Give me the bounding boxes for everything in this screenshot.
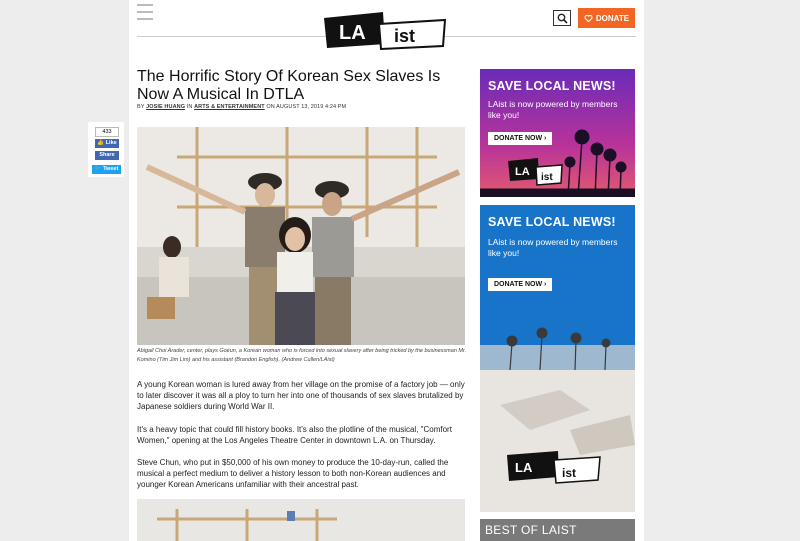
laist-logo[interactable] xyxy=(321,10,448,50)
byline: BY JOSIE HUANG IN ARTS & ENTERTAINMENT ON AUGUST 13, 2019 4:24 PM xyxy=(137,104,347,110)
heart-hand-icon xyxy=(584,14,593,23)
ad-body: LAist is now powered by members like you! xyxy=(488,99,618,120)
donate-now-button[interactable]: DONATE NOW › xyxy=(488,132,552,145)
search-icon xyxy=(557,13,568,24)
ad-title: SAVE LOCAL NEWS! xyxy=(488,215,616,229)
photo-caption: Abigail Choi Arader, center, plays Goeun, a Korean woman who is forced into sexual slavery after being tricked by the businessman Mr. Komino (Tim Jim Lim) and his assistant (Brandon English). (Andrew Cullen/LAist) xyxy=(137,348,467,363)
donate-now-button[interactable]: DONATE NOW › xyxy=(488,278,552,291)
svg-text:ist: ist xyxy=(541,172,553,183)
twitter-bird-icon: 🐦 xyxy=(94,166,102,172)
tweet-button[interactable]: 🐦 Tweet xyxy=(92,165,121,174)
chevron-right-icon: › xyxy=(544,281,547,288)
thumbs-up-icon: 👍 xyxy=(97,140,105,146)
svg-text:ist: ist xyxy=(394,26,416,46)
ad-save-local-news-2[interactable] xyxy=(480,205,635,512)
ad-title: SAVE LOCAL NEWS! xyxy=(488,79,616,93)
svg-text:LA: LA xyxy=(515,460,533,475)
article-photo-2 xyxy=(137,499,465,541)
facebook-like-button[interactable]: 👍 Like xyxy=(95,139,119,148)
facebook-share-button[interactable]: Share xyxy=(95,151,119,160)
section-link[interactable]: ARTS & ENTERTAINMENT xyxy=(194,104,265,110)
ad-save-local-news-1[interactable] xyxy=(480,69,635,197)
share-count: 433 xyxy=(95,127,119,137)
svg-text:ist: ist xyxy=(562,466,577,480)
donate-label: DONATE xyxy=(595,13,630,23)
best-of-laist-heading: BEST OF LAIST xyxy=(480,519,635,541)
article-paragraph: A young Korean woman is lured away from her village on the promise of a factory job — only to later discover it was all a ploy to turn her into one of thousands of sex slaves brutalized by Japanese soldiers during World War II. xyxy=(137,380,465,411)
chevron-right-icon: › xyxy=(544,135,547,142)
svg-text:LA: LA xyxy=(339,22,366,44)
article-paragraph: Steve Chun, who put in $50,000 of his own money to produce the 10-day-run, called the musical a perfect medium to deliver a history lesson to both non-Korean audiences and younger Korean Americans unfamiliar with their ancestral past. xyxy=(137,458,449,489)
article-paragraph: It's a heavy topic that could fill history books. It's also the plotline of the musical, "Comfort Women," opening at the Los Angeles Theatre Center in downtown L.A. on Thursday. xyxy=(137,425,452,445)
article-title: The Horrific Story Of Korean Sex Slaves Is Now A Musical In DTLA xyxy=(137,68,441,103)
page xyxy=(129,0,644,541)
menu-icon[interactable] xyxy=(137,4,153,20)
author-link[interactable]: JOSIE HUANG xyxy=(146,104,186,110)
svg-text:LA: LA xyxy=(515,166,530,178)
donate-button[interactable] xyxy=(578,8,635,28)
article-photo xyxy=(137,127,465,345)
ad-body: LAist is now powered by members like you! xyxy=(488,237,618,258)
search-button[interactable] xyxy=(553,10,571,26)
